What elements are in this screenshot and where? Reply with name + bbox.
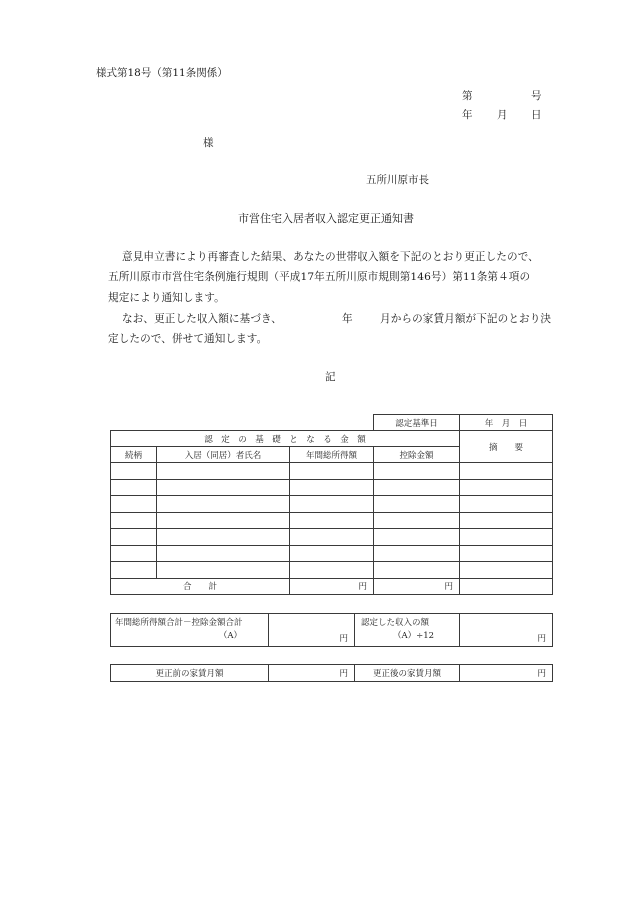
- remarks-cell[interactable]: [460, 479, 553, 496]
- recognized-label-line-1: 認定した収入の額: [361, 618, 430, 628]
- relation-cell[interactable]: [111, 512, 157, 529]
- rent-after-yen[interactable]: 円: [460, 665, 553, 682]
- income-cell[interactable]: [290, 463, 374, 480]
- relation-cell[interactable]: [111, 463, 157, 480]
- deduction-cell[interactable]: [374, 479, 460, 496]
- date-month: 月: [497, 109, 508, 121]
- name-cell[interactable]: [157, 496, 290, 513]
- body-line-5: 定したので、併せて通知します。: [108, 333, 268, 345]
- table-row: [111, 512, 553, 529]
- remarks-header: 摘 要: [460, 431, 553, 463]
- calc-label-line-2: （A）: [218, 631, 242, 641]
- reference-date-label: 認定基準日: [374, 415, 460, 431]
- deduction-cell[interactable]: [374, 496, 460, 513]
- total-income-yen[interactable]: 円: [290, 578, 374, 595]
- name-cell[interactable]: [157, 512, 290, 529]
- rent-table: [110, 664, 553, 682]
- total-row: [111, 578, 553, 595]
- income-cell[interactable]: [290, 479, 374, 496]
- total-remarks-cell[interactable]: [460, 578, 553, 595]
- basis-header: 認 定 の 基 礎 と な る 金 額: [111, 431, 460, 447]
- total-income-minus-deduction-label: [111, 614, 269, 647]
- col-income: 年間総所得額: [290, 447, 374, 463]
- name-cell[interactable]: [157, 479, 290, 496]
- body-line-1: 意見申立書により再審査した結果、あなたの世帯収入額を下記のとおり更正したので、: [122, 251, 539, 263]
- deduction-cell[interactable]: [374, 463, 460, 480]
- blank-cell: [111, 415, 374, 431]
- calc-label-line-1: 年間総所得額合計－控除金額合計: [115, 618, 243, 628]
- form-number: 様式第18号（第11条関係）: [96, 67, 228, 79]
- table-row: [111, 545, 553, 562]
- body-line-4-rest: 月からの家賃月額が下記のとおり決: [380, 313, 552, 325]
- name-cell[interactable]: [157, 529, 290, 546]
- income-cell[interactable]: [290, 545, 374, 562]
- doc-number-suffix: 号: [531, 90, 542, 102]
- body-line-4-year: 年: [342, 313, 353, 325]
- relation-cell[interactable]: [111, 562, 157, 579]
- col-name: 入居（同居）者氏名: [157, 447, 290, 463]
- recognized-label-line-2: （A）÷12: [393, 631, 435, 641]
- relation-cell[interactable]: [111, 545, 157, 562]
- rent-before-label: 更正前の家賃月額: [111, 665, 269, 682]
- relation-cell[interactable]: [111, 496, 157, 513]
- date-day: 日: [531, 109, 542, 121]
- rent-before-yen[interactable]: 円: [269, 665, 355, 682]
- remarks-cell[interactable]: [460, 529, 553, 546]
- table-row: [111, 562, 553, 579]
- table-row: [111, 529, 553, 546]
- table-row: [111, 496, 553, 513]
- total-label: 合 計: [111, 578, 290, 595]
- recognized-income-yen[interactable]: 円: [460, 614, 553, 647]
- remarks-cell[interactable]: [460, 496, 553, 513]
- date-year: 年: [462, 109, 473, 121]
- remarks-cell[interactable]: [460, 463, 553, 480]
- body-line-4: なお、更正した収入額に基づき、: [122, 313, 282, 325]
- recognized-income-label: [355, 614, 460, 647]
- income-basis-table: [110, 414, 553, 595]
- income-cell[interactable]: [290, 562, 374, 579]
- income-cell[interactable]: [290, 512, 374, 529]
- reference-date-value: 年 月 日: [460, 415, 553, 431]
- addressee-suffix: 様: [203, 137, 214, 149]
- a-value-yen[interactable]: 円: [269, 614, 355, 647]
- table-row: [111, 479, 553, 496]
- name-cell[interactable]: [157, 562, 290, 579]
- body-line-2: 五所川原市市営住宅条例施行規則（平成17年五所川原市規則第146号）第11条第４項の: [108, 271, 531, 283]
- reference-date-row: [111, 415, 553, 431]
- deduction-cell[interactable]: [374, 545, 460, 562]
- col-deduction: 控除金額: [374, 447, 460, 463]
- relation-cell[interactable]: [111, 529, 157, 546]
- rent-after-label: 更正後の家賃月額: [355, 665, 460, 682]
- remarks-cell[interactable]: [460, 512, 553, 529]
- income-calc-table: [110, 613, 553, 647]
- document-title: 市営住宅入居者収入認定更正通知書: [238, 212, 414, 225]
- deduction-cell[interactable]: [374, 562, 460, 579]
- doc-number-prefix: 第: [462, 90, 473, 102]
- income-cell[interactable]: [290, 496, 374, 513]
- col-relation: 続柄: [111, 447, 157, 463]
- name-cell[interactable]: [157, 545, 290, 562]
- income-cell[interactable]: [290, 529, 374, 546]
- table-row: [111, 463, 553, 480]
- ki-heading: 記: [325, 371, 336, 383]
- relation-cell[interactable]: [111, 479, 157, 496]
- total-deduction-yen[interactable]: 円: [374, 578, 460, 595]
- deduction-cell[interactable]: [374, 529, 460, 546]
- remarks-cell[interactable]: [460, 562, 553, 579]
- name-cell[interactable]: [157, 463, 290, 480]
- deduction-cell[interactable]: [374, 512, 460, 529]
- body-line-3: 規定により通知します。: [108, 292, 225, 304]
- basis-header-row: [111, 431, 553, 447]
- remarks-cell[interactable]: [460, 545, 553, 562]
- issuer: 五所川原市長: [366, 174, 429, 186]
